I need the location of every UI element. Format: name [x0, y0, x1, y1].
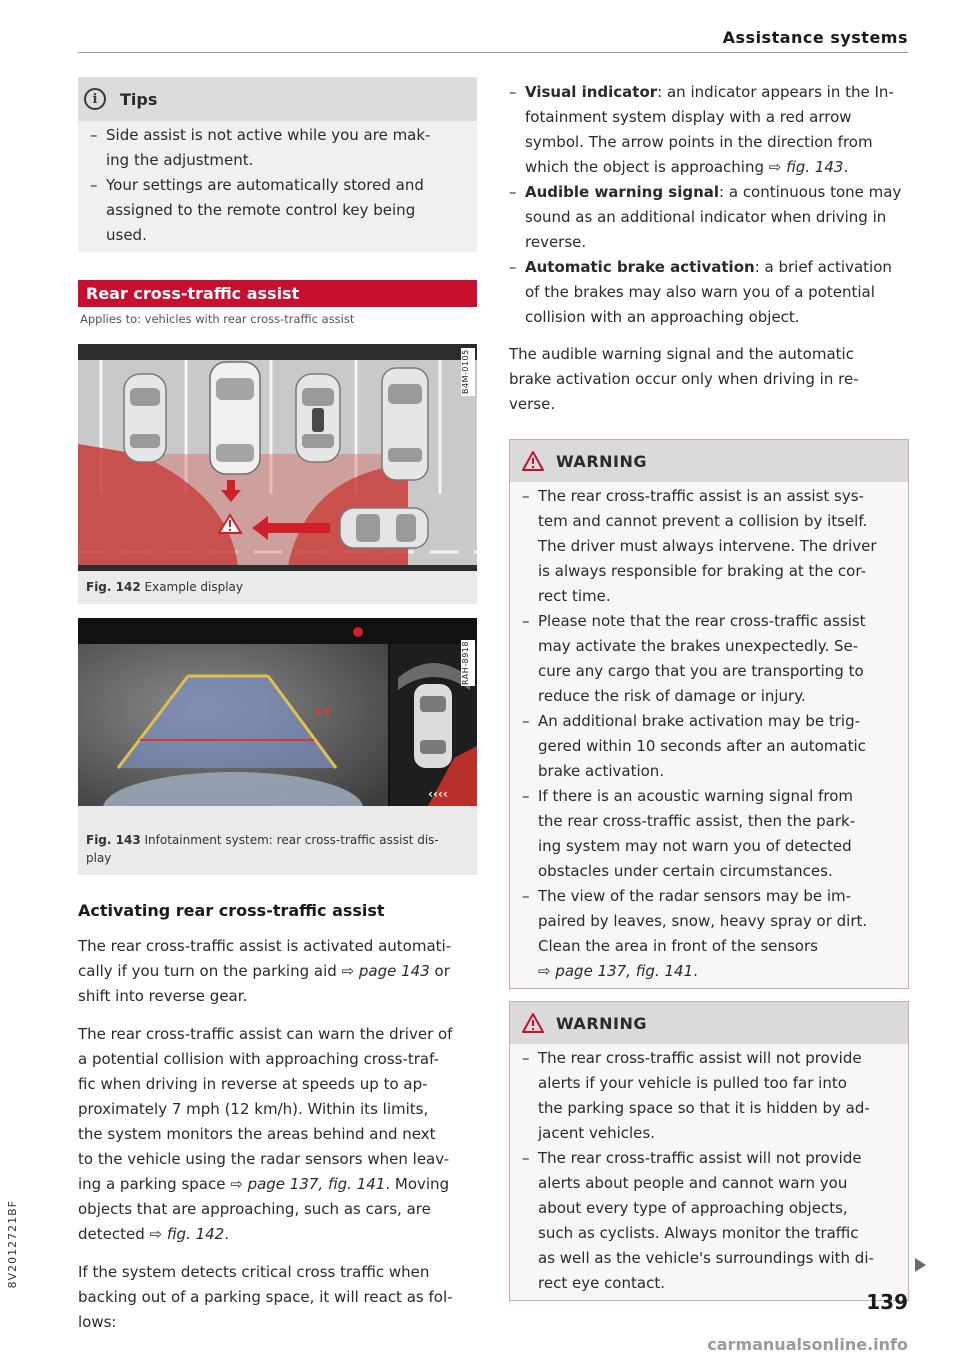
- paragraph-text: or shift into reverse gear.: [78, 962, 450, 1005]
- watermark: carmanualsonline.info: [707, 1335, 908, 1354]
- warning-header: [510, 1002, 908, 1044]
- figure-142: [78, 344, 477, 604]
- reaction-text: : a continuous tone may sound as an additional indicator when driving in reverse.: [525, 183, 902, 251]
- parking-diagram-image: [78, 344, 477, 571]
- cross-reference-link[interactable]: ⇨ page 143: [341, 962, 430, 980]
- paragraph: If the system detects critical cross traffic when backing out of a parking space, it will react as fol- lows:: [78, 1263, 453, 1331]
- cross-reference-link[interactable]: ⇨ fig. 143: [768, 158, 844, 176]
- reaction-term: Automatic brake activation: [525, 258, 755, 276]
- figure-code: B4M-0105: [461, 348, 475, 396]
- warning-title: WARNING: [556, 1013, 647, 1033]
- warning-header: [510, 440, 908, 482]
- warning-text: The view of the radar sensors may be im- paired by leaves, snow, heavy spray or dirt. Clean the area in front of the sensors: [538, 887, 868, 955]
- paragraph: [78, 1022, 477, 1247]
- tips-item: – Your settings are automatically stored and assigned to the remote control key being used.: [90, 173, 465, 248]
- warning-box: [509, 439, 909, 989]
- figure-143: [78, 618, 477, 875]
- warning-item: [522, 884, 896, 984]
- warning-item: – The rear cross-traffic assist will not provide alerts about people and cannot warn you about every type of approaching objects, such as cyclists. Always monitor the traffic as well as the vehicle's surroundings with di- rect eye contact.: [522, 1146, 896, 1296]
- warning-box: [509, 1001, 909, 1301]
- tips-item: – Side assist is not active while you are mak- ing the adjustment.: [90, 123, 465, 173]
- figure-code: RAH-8918: [461, 640, 475, 686]
- figure-caption-text: Example display: [144, 580, 243, 594]
- warning-title: WARNING: [556, 451, 647, 471]
- warning-item: – If there is an acoustic warning signal from the rear cross-traffic assist, then the park- ing system may not warn you of detected obstacles under certain circumstances.: [522, 784, 896, 884]
- warning-item: – Please note that the rear cross-traffic assist may activate the brakes unexpectedly. Se- cure any cargo that you are transporting to reduce the risk of damage or injury.: [522, 609, 896, 709]
- tips-title: Tips: [120, 89, 158, 109]
- paragraph: The audible warning signal and the automatic brake activation occur only when driving in re- verse.: [509, 345, 859, 413]
- cross-reference-link[interactable]: ⇨ fig. 142: [149, 1225, 225, 1243]
- parking-diagram: [78, 344, 477, 571]
- section-heading: Rear cross-traffic assist: [78, 280, 477, 307]
- left-column: [78, 77, 477, 1335]
- paragraph-text: The rear cross-traffic assist is activated automati- cally if you turn on the parking aid: [78, 937, 452, 980]
- camera-display-image: [78, 618, 477, 806]
- camera-display: [78, 618, 477, 806]
- paragraph: [78, 934, 477, 1009]
- reaction-text: .: [843, 158, 849, 176]
- reaction-text: : a brief activation of the brakes may also warn you of a potential collision with an approaching object.: [525, 258, 892, 326]
- continue-arrow-icon: [915, 1258, 926, 1272]
- subheading: Activating rear cross-traffic assist: [78, 901, 385, 920]
- paragraph-text: .: [224, 1225, 230, 1243]
- warning-item: – The rear cross-traffic assist is an assist sys- tem and cannot prevent a collision by itself. The driver must always intervene. The driver is always responsible for braking at the cor- rect time.: [522, 484, 896, 609]
- reaction-term: Audible warning signal: [525, 183, 720, 201]
- warning-body: [510, 482, 908, 988]
- svg-text:‹‹: ‹‹: [314, 699, 333, 724]
- cross-reference-link[interactable]: ⇨ page 137, fig. 141: [538, 962, 694, 980]
- paragraph-text: . Moving objects that are approaching, such as cars, are detected: [78, 1175, 450, 1243]
- warning-icon: [522, 1013, 544, 1033]
- info-icon: i: [84, 88, 106, 110]
- warning-body: [510, 1044, 908, 1300]
- tips-body: [78, 121, 477, 252]
- reaction-item: [509, 180, 909, 255]
- warning-text: .: [693, 962, 698, 980]
- figure-caption-text: Infotainment system: rear cross-traffic assist dis- play: [86, 833, 439, 865]
- reaction-term: Visual indicator: [525, 83, 658, 101]
- tips-header: [78, 77, 477, 121]
- reaction-text: : an indicator appears in the In- fotainment system display with a red arrow symbol. The arrow points in the direction from which the object is approaching: [525, 83, 894, 176]
- cross-reference-link[interactable]: ⇨ page 137, fig. 141: [230, 1175, 386, 1193]
- right-column: [509, 80, 909, 1301]
- figure-caption: [78, 806, 477, 875]
- svg-text:‹‹‹‹: ‹‹‹‹: [428, 787, 448, 801]
- document-code: 8V2012721BF: [6, 1200, 19, 1289]
- header-rule: [78, 52, 908, 53]
- figure-caption: [78, 571, 477, 604]
- reaction-item: [509, 80, 909, 180]
- section-title: Assistance systems: [722, 28, 908, 47]
- warning-icon: [522, 451, 544, 471]
- warning-item: – An additional brake activation may be trig- gered within 10 seconds after an automatic brake activation.: [522, 709, 896, 784]
- warning-item: – The rear cross-traffic assist will not provide alerts if your vehicle is pulled too far into the parking space so that it is hidden by ad- jacent vehicles.: [522, 1046, 896, 1146]
- paragraph-text: The rear cross-traffic assist can warn the driver of a potential collision with approaching cross-traf- fic when driving in reverse at speeds up to ap- proximately 7 mph (12 km/h). Within its limits, the system monitors the areas behind and next to the vehicle using the radar sensors when leav- ing a parking space: [78, 1025, 453, 1193]
- tips-box: [78, 77, 477, 252]
- reaction-item: [509, 255, 909, 330]
- figure-label: Fig. 143: [86, 833, 141, 847]
- page-number: 139: [866, 1290, 908, 1314]
- figure-label: Fig. 142: [86, 580, 141, 594]
- applies-note: Applies to: vehicles with rear cross-traffic assist: [80, 312, 355, 326]
